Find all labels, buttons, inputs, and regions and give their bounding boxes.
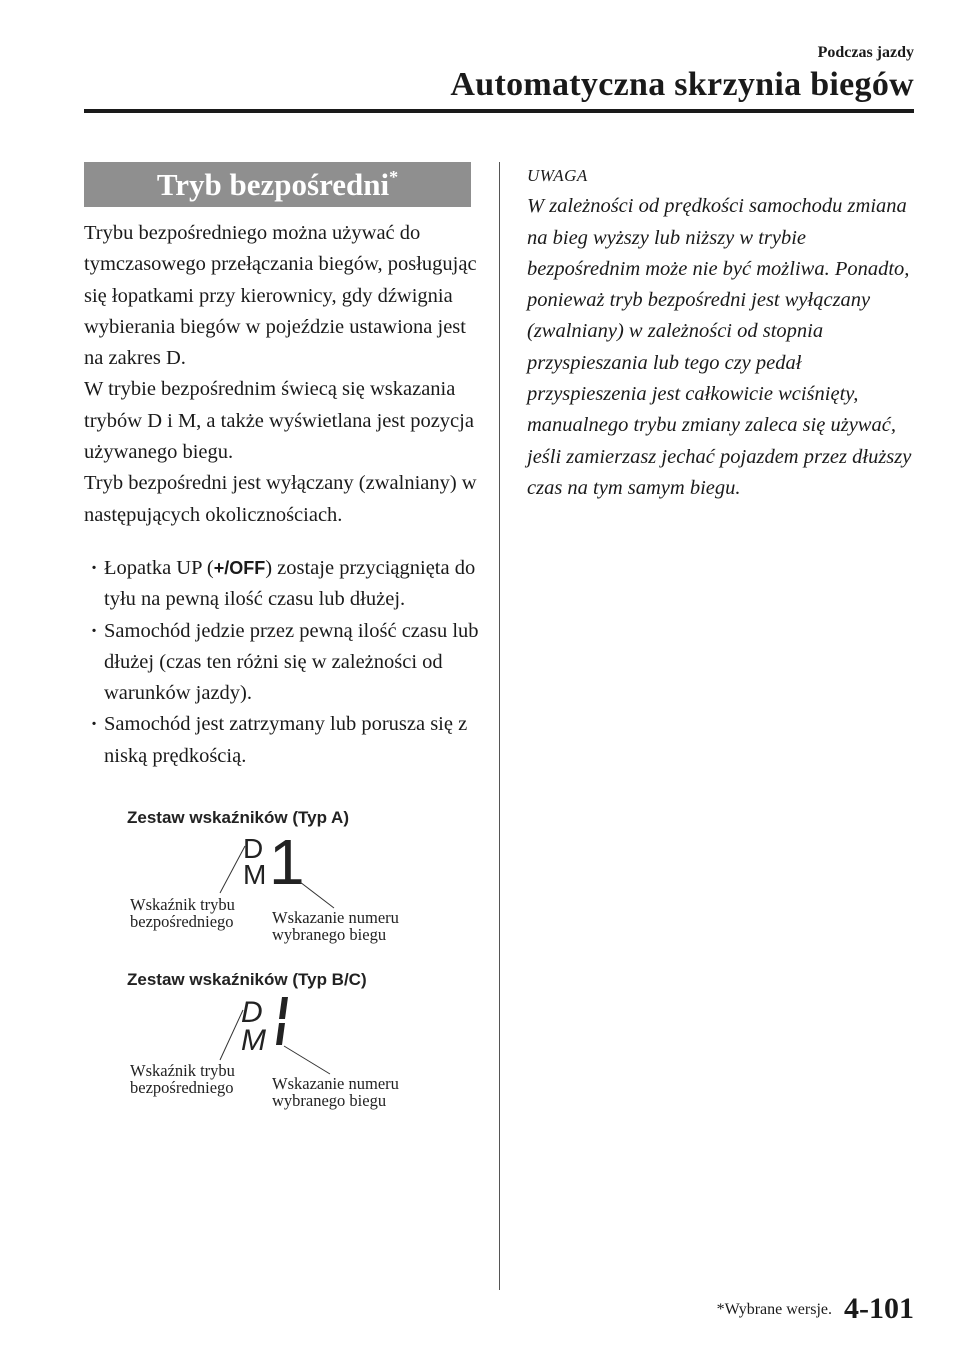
bullet-mark: · — [90, 619, 98, 642]
leader-line-right — [284, 1046, 330, 1074]
optional-feature-marker: * — [389, 167, 399, 187]
d-mode-indicator: D — [241, 996, 263, 1029]
label-line: Wskaźnik trybu — [130, 895, 235, 914]
running-header-section: Podczas jazdy — [817, 44, 914, 61]
label-line: bezpośredniego — [130, 1078, 234, 1097]
figure-bc-label-left — [130, 1062, 235, 1096]
m-mode-indicator: M — [243, 859, 267, 890]
section-title-text: Tryb bezpośredni — [156, 167, 390, 202]
leader-line-left — [220, 1010, 243, 1060]
note-text: W zależności od prędkości samochodu zmiana na bieg wyższy lub niższy w trybie bezpośrednim może nie być możliwa. Ponadto, ponieważ tryb bezpośredni jest wyłączany (zwalniany) w zależności od stopnia przyspieszania lub tego czy pedał przyspieszenia jest całkowicie wciśnięty, manualnego trybu zmiany zaleca się używać, jeśli zamierzasz jechać pojazdem przez dłuższy czas na tym samym biegu. — [527, 195, 912, 499]
d-mode-indicator: D — [243, 833, 264, 864]
label-line: wybranego biegu — [272, 1091, 387, 1110]
figure-bc-title: Zestaw wskaźników (Typ B/C) — [127, 970, 367, 989]
m-mode-indicator: M — [241, 1024, 266, 1057]
running-header-chapter: Automatyczna skrzynia biegów — [450, 66, 914, 103]
list-item-text: Samochód jest zatrzymany lub porusza się z niską prędkością. — [104, 713, 468, 767]
plus-off-paddle-symbol: +/OFF — [213, 558, 266, 578]
page-number: 4-101 — [844, 1292, 914, 1325]
label-line: bezpośredniego — [130, 912, 234, 931]
list-item-text: Samochód jedzie przez pewną ilość czasu lub dłużej (czas ten różni się w zależności od warunków jazdy). — [104, 619, 479, 705]
gear-number-display: 1 — [269, 826, 305, 898]
body-paragraph: W trybie bezpośrednim świecą się wskazania trybów D i M, a także wyświetlana jest pozycja używanego biegu. — [84, 378, 474, 464]
figure-a-title: Zestaw wskaźników (Typ A) — [127, 808, 349, 827]
label-line: Wskazanie numeru — [272, 1074, 399, 1093]
label-line: Wskazanie numeru — [272, 908, 399, 927]
body-paragraph: Trybu bezpośredniego można używać do tymczasowego przełączania biegów, posługując się łopatkami przy kierownicy, gdy dźwignia wybierania biegów w pojeździe ustawiona jest na zakres D. — [84, 222, 477, 370]
bullet-mark: · — [90, 557, 98, 579]
label-line: wybranego biegu — [272, 925, 387, 944]
label-line: Wskaźnik trybu — [130, 1061, 235, 1080]
segmented-gear-digit — [276, 997, 288, 1045]
body-paragraph: Tryb bezpośredni jest wyłączany (zwalniany) w następujących okolicznościach. — [84, 472, 477, 526]
footnote: *Wybrane wersje. — [716, 1301, 832, 1318]
list-item-text-part: Łopatka UP ( — [104, 557, 214, 579]
bullet-mark: · — [90, 713, 98, 736]
list-item-text-part: ) zostaje przyciągnięta do tyłu na pewną ilość czasu lub dłużej. — [104, 557, 476, 611]
figure-bc-label-right — [272, 1075, 399, 1109]
note-title: UWAGA — [527, 166, 588, 185]
